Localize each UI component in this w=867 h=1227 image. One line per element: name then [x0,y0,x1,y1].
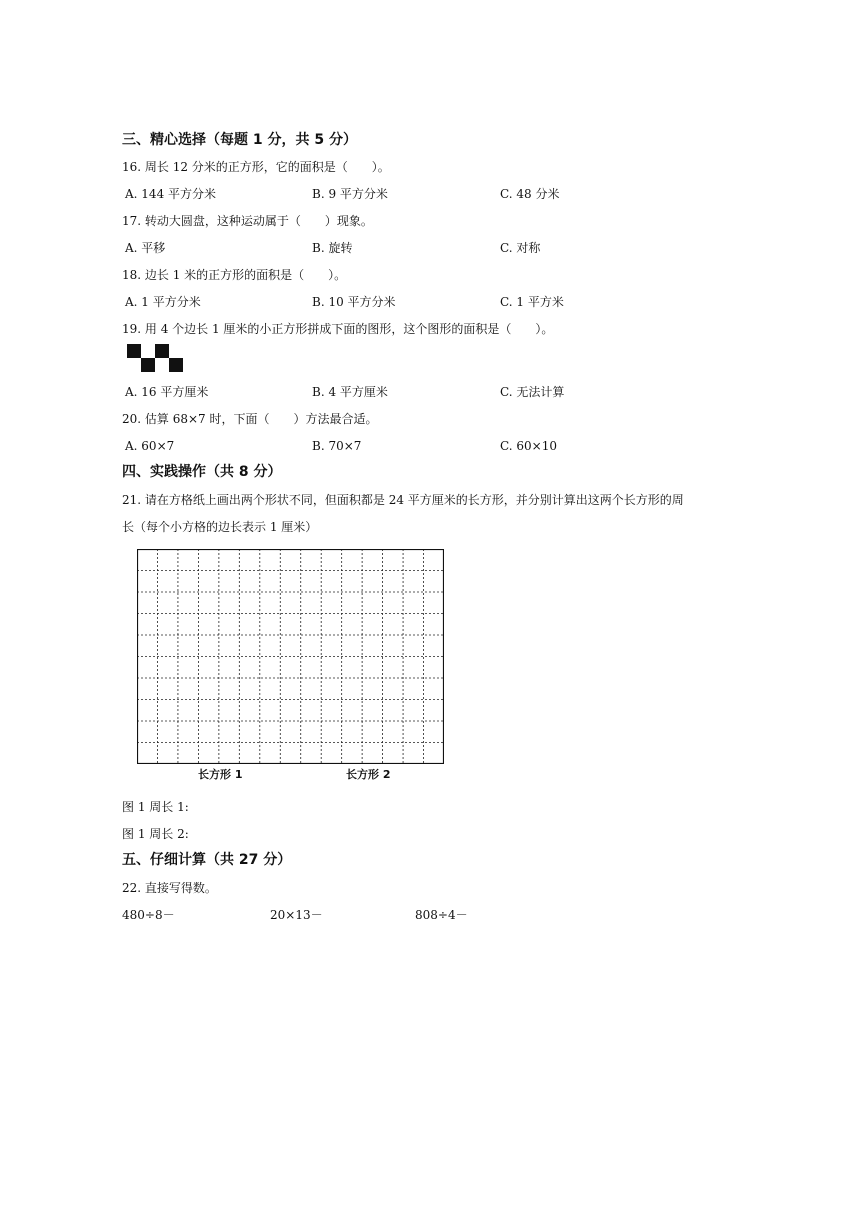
q21-stem-line1: 21. 请在方格纸上画出两个形状不同，但面积都是 24 平方厘米的长方形，并分别计算出这两个长方形的周 [122,493,684,507]
q16-option-c: C. 48 分米 [500,187,560,201]
q16-option-b: B. 9 平方分米 [312,187,388,201]
q16-stem: 16. 周长 12 分米的正方形，它的面积是（ ）。 [122,160,390,174]
section4-heading: 四、实践操作（共 8 分） [122,464,282,480]
calc-item-1: 480÷8－ [122,908,175,922]
four-squares-figure [127,344,187,376]
q17-stem: 17. 转动大圆盘，这种运动属于（ ）现象。 [122,214,373,228]
section5-heading: 五、仔细计算（共 27 分） [122,852,292,868]
q21-stem-line2: 长（每个小方格的边长表示 1 厘米） [122,520,318,534]
q20-option-b: B. 70×7 [312,439,362,453]
grid-svg [137,549,444,764]
q18-option-a: A. 1 平方分米 [125,295,201,309]
q19-option-b: B. 4 平方厘米 [312,385,388,399]
square-2 [141,358,155,372]
square-1 [127,344,141,358]
q18-option-c: C. 1 平方米 [500,295,564,309]
q19-stem: 19. 用 4 个边长 1 厘米的小正方形拼成下面的图形，这个图形的面积是（ ）。 [122,322,554,336]
grid-paper [137,549,444,764]
q20-option-a: A. 60×7 [125,439,175,453]
q20-option-c: C. 60×10 [500,439,557,453]
square-3 [155,344,169,358]
q17-option-a: A. 平移 [125,241,166,255]
perimeter-1-answer: 图 1 周长 1: [122,800,189,814]
section3-heading: 三、精心选择（每题 1 分，共 5 分） [122,132,357,148]
q17-option-c: C. 对称 [500,241,541,255]
q22-stem: 22. 直接写得数。 [122,881,217,895]
rectangle-2-caption: 长方形 2 [346,768,391,781]
calc-item-3: 808÷4－ [415,908,468,922]
q18-option-b: B. 10 平方分米 [312,295,396,309]
perimeter-2-answer: 图 1 周长 2: [122,827,189,841]
q17-option-b: B. 旋转 [312,241,353,255]
q20-stem: 20. 估算 68×7 时，下面（ ）方法最合适。 [122,412,378,426]
calc-item-2: 20×13－ [270,908,323,922]
q19-option-c: C. 无法计算 [500,385,565,399]
q19-option-a: A. 16 平方厘米 [125,385,209,399]
q18-stem: 18. 边长 1 米的正方形的面积是（ ）。 [122,268,347,282]
q16-option-a: A. 144 平方分米 [125,187,217,201]
square-4 [169,358,183,372]
rectangle-1-caption: 长方形 1 [198,768,243,781]
